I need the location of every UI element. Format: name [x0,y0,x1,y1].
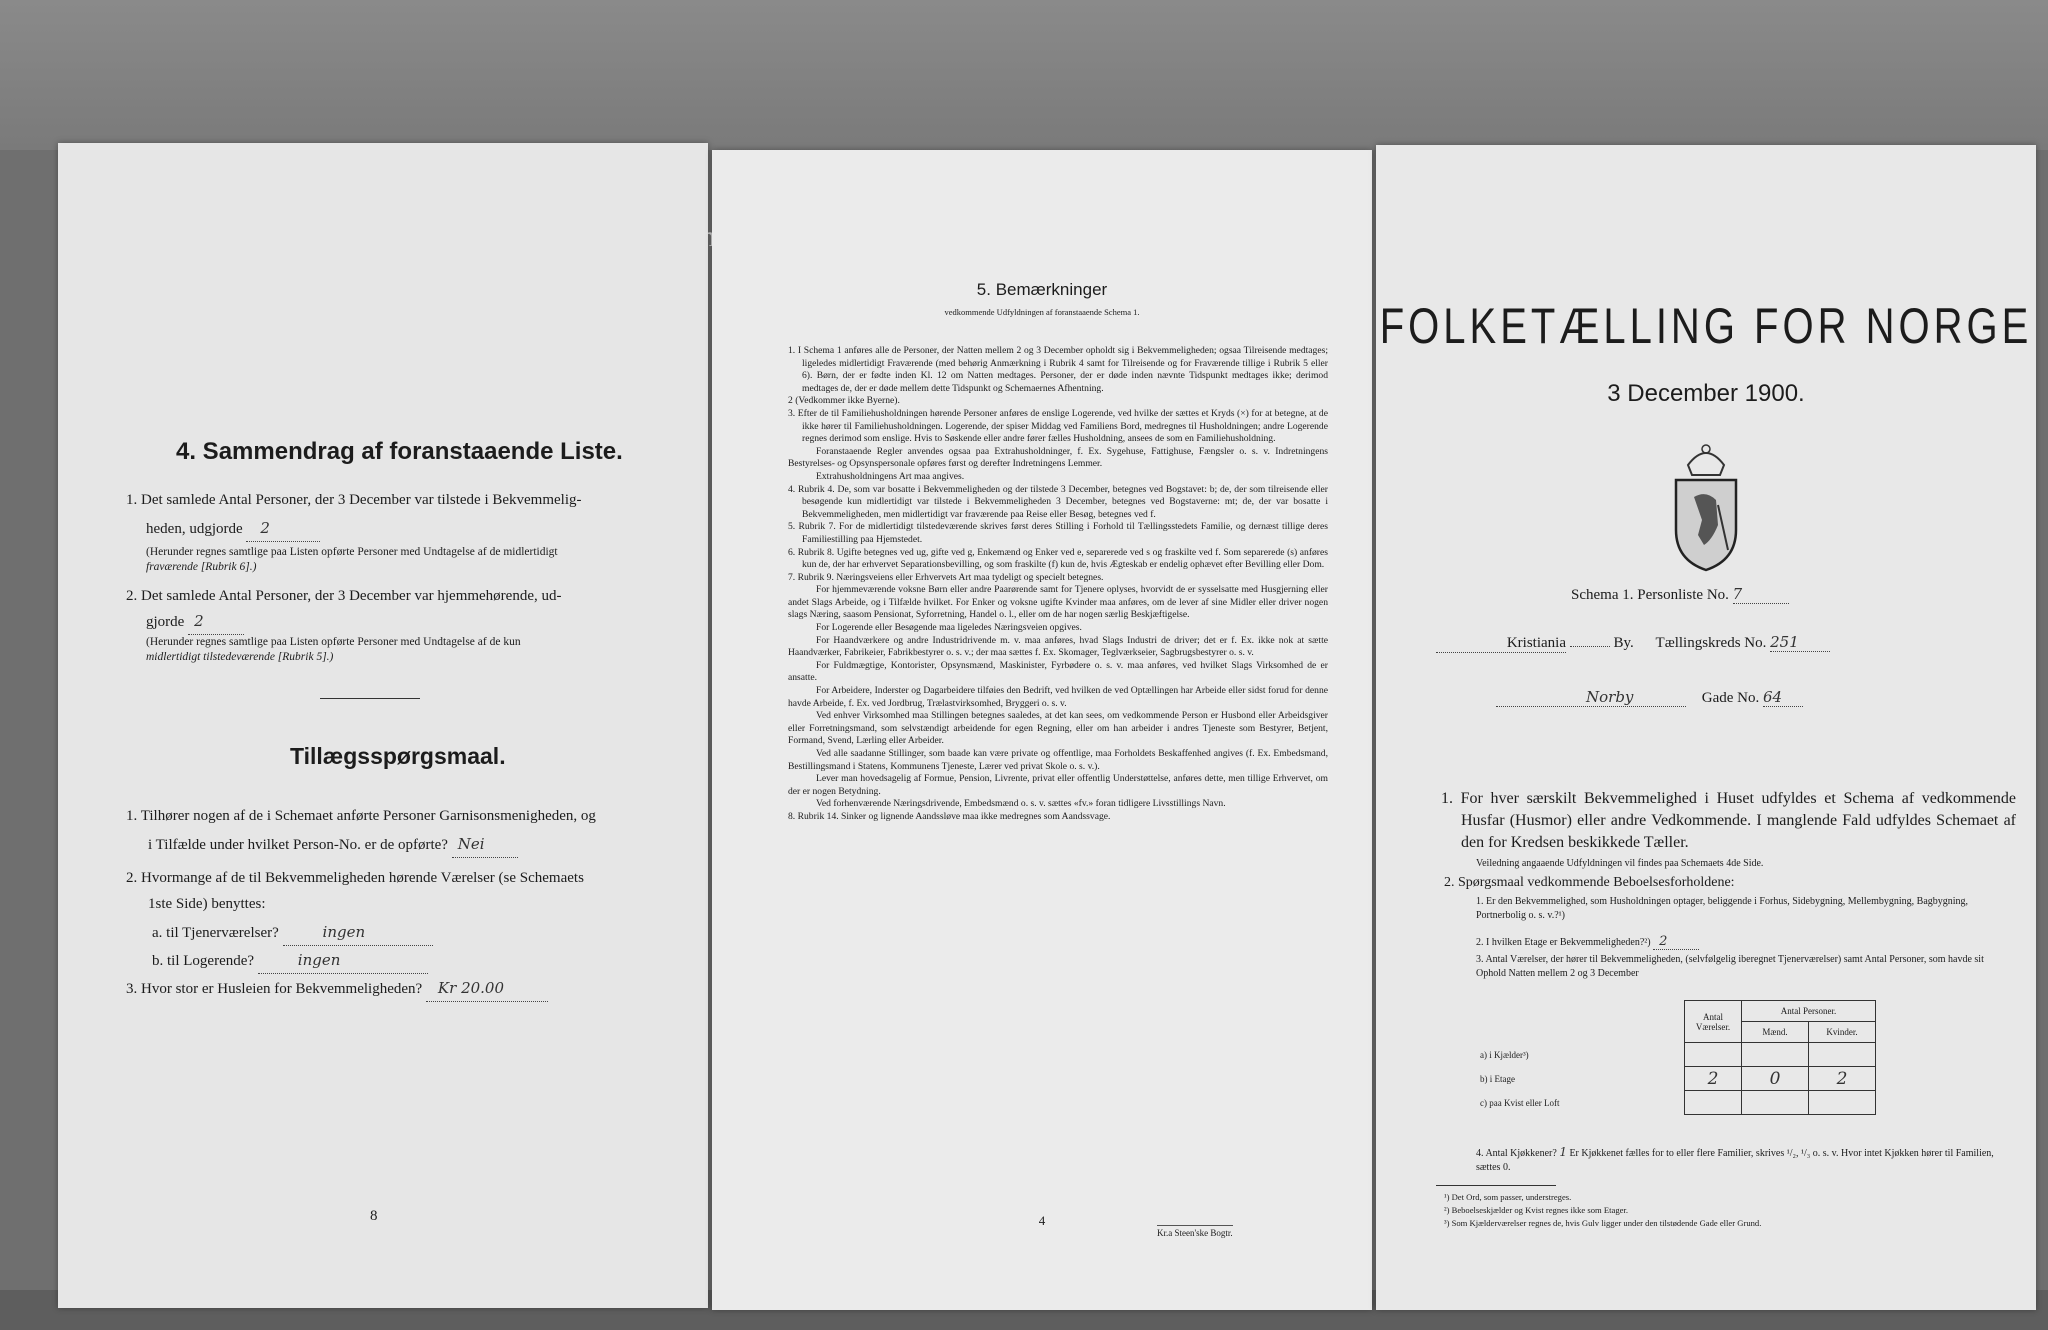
row-label: c) paa Kvist eller Loft [1480,1097,1560,1108]
remark-paragraph: For Arbeidere, Inderster og Dagarbeidere tilføies den Bedrift, ved hvilken de ved Optællingen har Arbeide eller sidst forud for denne havde Arbeide, f. Ex. ved Jordbrug, Trælastvirksomhed, Bryggeri o. s. v. [788,685,1328,709]
remark-paragraph: 1. I Schema 1 anføres alle de Personer, der Natten mellem 2 og 3 December opholdt sig i Bekvemmeligheden; ogsaa Tilreisende medtages; ligeledes midlertidigt Fraværende (med behørig Anmærkning i Rubrik 4 samt for Tilreisende og for Fraværende tillige i Rubrik 5 eller 6). Børn, der er fødte inden Kl. 12 om Natten medtages. Personer, der er døde inden nævnte Tidspunkt medtages ikke; derimod medtages de, der er døde mellem dette Tidspunkt og Schemaernes Afhentning. [788,345,1328,394]
q1-line1: 1. Det samlede Antal Personer, der 3 December var tilstede i Bekvemmelig- [126,492,582,508]
header-men: Mænd. [1742,1022,1809,1043]
item2-q2-label: 2. I hvilken Etage er Bekvemmeligheden?²) [1476,937,1651,948]
krets-label: Tællingskreds No. [1655,635,1767,651]
row-women [1809,1091,1876,1115]
row-rooms [1685,1043,1742,1067]
q2-value: 2 [188,608,244,635]
s2b-label: b. til Logerende? [152,953,255,969]
footnote-3: ³) Som Kjælderværelser regnes de, hvis Gulv ligger under den tilstødende Gade eller Grund. [1444,1218,1762,1228]
footnote-rule [1436,1185,1556,1186]
row-men [1742,1091,1809,1115]
remarks-body [788,345,1328,824]
item2-q4-text: Er Kjøkkenet fælles for to eller flere Familier, skrives ¹/₂, ¹/₃ o. s. v. Hvor intet Kjøkken hører til Familien, sættes 0. [1476,1148,1994,1173]
s1-value: Nei [452,831,518,858]
remark-paragraph: Ved forhenværende Næringsdrivende, Embedsmænd o. s. v. sættes «fv.» foran tidligere Livsstillings Navn. [816,798,1226,810]
right-page [1376,145,2036,1310]
s3-line [126,975,548,1002]
item1-text: 1. For hver særskilt Bekvemmelighed i Huset udfyldes et Schema af vedkommende Husfar (Husmor) eller andre Vedkommende. I manglende Fald udfyldes Schemaet af den for Kredsen beskikkede Tæller. [1441,790,2016,851]
header-persons: Antal Personer. [1742,1001,1876,1022]
subheader-spacer [1476,1022,1685,1043]
item2-q1: 1. Er den Bekvemmelighed, som Husholdningen optager, beliggende i Forhus, Sidebygning, Mellembygning, Bagbygning, Portnerbolig o. s. v.?¹) [1476,896,1969,921]
table-row [1476,1091,1876,1115]
remark-paragraph: Ved enhver Virksomhed maa Stillingen betegnes saaledes, at det kan sees, om vedkommende Person er Husbond eller Arbeidsgiver eller Forretningsmand, som selvstændigt arbeidende for egen Regning, eller om han arbeider i andres Tjeneste som Bestyrer, Betjent, Formand, Svend, Lærling eller Arbeider. [788,710,1328,747]
s1-line2 [148,831,518,858]
item2-q4-label: 4. Antal Kjøkkener? [1476,1148,1557,1159]
gade-label: Gade No. [1701,690,1760,706]
row-label: b) i Etage [1480,1073,1515,1084]
footnote-1: ¹) Det Ord, som passer, understreges. [1444,1192,1572,1202]
main-title: FOLKETÆLLING FOR NORGE [1379,299,2033,355]
remark-paragraph: 5. Rubrik 7. For de midlertidigt tilstedeværende skrives først deres Stilling i Forhold til Tællingsstedets Familie, og dernæst tillige deres Familiestilling paa Hjemstedet. [788,521,1328,545]
q2-note-2: midlertidigt tilstedeværende [Rubrik 5].) [146,651,334,663]
left-page-number: 8 [370,1208,378,1224]
schema-value: 7 [1733,585,1789,604]
row-label: a) i Kjælder³) [1480,1049,1529,1060]
city-value: Kristiania [1436,635,1566,653]
remarks-title: 5. Bemærkninger [976,280,1108,299]
middle-page-number: 4 [1038,1213,1046,1228]
row-women: 2 [1809,1067,1876,1091]
table-row [1476,1043,1876,1067]
item2-q4-value: 1 [1559,1145,1567,1159]
street-line [1496,688,1803,707]
item2-q2-value: 2 [1653,935,1699,950]
q2-label: gjorde [146,614,185,630]
schema-label: Schema 1. Personliste No. [1571,587,1729,603]
divider [320,698,420,699]
remark-paragraph: For hjemmeværende voksne Børn eller andre Paarørende samt for Tjenere oplyses, hvorvidt de er sysselsatte med Husgjerning eller andet Slags Arbeide, og i Tilfælde hvilket. For Enker og voksne ugifte Kvinder maa anføres, om de lever af sine Midler eller driver nogen slags Næring, saasom Pensionat, Syforretning, Handel o. l., eller om de har nogen særlig Beskjæftigelse. [788,584,1328,621]
table-header-row [1476,1001,1876,1022]
by-label: By. [1613,635,1634,651]
remark-paragraph: 3. Efter de til Familiehusholdningen hørende Personer anføres de enslige Logerende, ved hvilke der sættes et Kryds (×) for at betegne, at de ikke hører til Familiehusholdningen. Logerende, der spiser Middag ved Familiens Bord, medregnes til Husholdningen; andre Logerende regnes derimod som enslige. Hvis to Søskende eller andre fører fælles Husholdning, ansees de som en Familiehusholdning. [788,407,1328,445]
q1-note-2: fraværende [Rubrik 6].) [146,561,257,573]
remark-paragraph: For Fuldmægtige, Kontorister, Opsynsmænd, Maskinister, Fyrbødere o. s. v. maa anføres, ved hvilket Slags Virksomhed de er ansatte. [788,659,1328,684]
schema-line [1571,585,1789,604]
occupancy-table-wrap [1476,1000,1876,1115]
left-page [58,143,708,1308]
city-fill [1570,646,1610,647]
row-women [1809,1043,1876,1067]
background-top [0,0,2048,150]
s2-line2: 1ste Side) benyttes: [148,896,266,912]
row-rooms: 2 [1685,1067,1742,1091]
middle-page [712,150,1372,1310]
row-men [1742,1043,1809,1067]
remark-paragraph: 4. Rubrik 4. De, som var bosatte i Bekvemmeligheden og der tilstede 3 December, betegnes ved Bogstavet: b; de, der som tilreisende eller besøgende kun midlertidigt var tilstede i Bekvemmeligheden 3 December, betegnes ved Bogstaverne: mt; de, der var bosatte i Bekvemmeligheden, men midlertidigt var fraværende paa Reise eller Besøg, betegnes ved f. [788,483,1328,520]
q2-note-1: (Herunder regnes samtlige paa Listen opførte Personer med Undtagelse af de kun [146,636,521,648]
item1-note: Veiledning angaaende Udfyldningen vil findes paa Schemaets 4de Side. [1476,858,1764,869]
remark-paragraph: Lever man hovedsagelig af Formue, Pension, Livrente, privat eller offentlig Understøttelse, anføres dette, men tillige Erhvervet, om der er nogen Betydning. [788,773,1328,797]
q1-line2 [146,515,320,542]
krets-value: 251 [1770,633,1830,652]
item2-q2 [1476,935,1699,950]
remark-paragraph: 2 (Vedkommer ikke Byerne). [788,395,900,407]
s2-line1: 2. Hvormange af de til Bekvemmeligheden hørende Værelser (se Schemaets [126,870,584,886]
remark-paragraph: Foranstaaende Regler anvendes ogsaa paa Extrahusholdninger, f. Ex. Sygehuse, Fattighuse, Fængsler o. s. v. Indretningens Bestyrelses- og Opsynspersonale opføres først og derefter Indretningens Lemmer. [788,445,1328,470]
s2b-line [152,947,428,974]
item2-title: 2. Spørgsmaal vedkommende Beboelsesforholdene: [1444,875,1735,890]
header-women: Kvinder. [1809,1022,1876,1043]
remark-paragraph: 7. Rubrik 9. Næringsveiens eller Erhvervets Art maa tydeligt og specielt betegnes. [788,571,1104,583]
remark-paragraph: 8. Rubrik 14. Sinker og lignende Aandssløve maa ikke medregnes som Aandssvage. [788,810,1111,822]
city-line [1436,633,1996,653]
remark-paragraph: Ved alle saadanne Stillinger, som baade kan være private og offentlige, maa Forholdets Beskaffenhed angives (f. Ex. Embedsmand, Bestillingsmand i Statens, Kommunens Tjeneste, Lærer ved privat Skole o. s. v.). [788,748,1328,772]
s2a-label: a. til Tjenerværelser? [152,925,279,941]
remark-paragraph: For Haandværkere og andre Industridrivende m. v. maa anføres, hvad Slags Industri de driver; det er f. Ex. ikke nok at sætte Haandværker, Fabrikeier, Fabrikbestyrer o. s. v.; der maa sættes f. Ex. Skomager, Teglværkseier, Sagbrugsbestyrer o. s. v. [788,634,1328,659]
street-value: Norby [1496,688,1686,707]
q2-line2 [146,608,244,635]
q1-label: heden, udgjorde [146,521,243,537]
table-row [1476,1067,1876,1091]
item2-q4 [1476,1145,1996,1175]
supp-title: Tillægsspørgsmaal. [290,743,506,769]
row-rooms [1685,1091,1742,1115]
s3-label: 3. Hvor stor er Husleien for Bekvemmeligheden? [126,981,423,997]
gade-value: 64 [1763,688,1803,707]
q1-note-1: (Herunder regnes samtlige paa Listen opførte Personer med Undtagelse af de midlertidigt [146,546,558,558]
remark-paragraph: For Logerende eller Besøgende maa ligeledes Næringsveien opgives. [816,622,1082,634]
remark-paragraph: 6. Rubrik 8. Ugifte betegnes ved ug, gifte ved g, Enkemænd og Enker ved e, separerede ved s og fraskilte ved f. Som separerede (s) anføres kun de, der har erhvervet Separationsbevilling, og som fraskilte (f) kun de, hvis Ægteskab er endelig ophævet efter Bevilling eller Dom. [788,546,1328,571]
s1-label: i Tilfælde under hvilket Person-No. er de opførte? [148,837,448,853]
q2-line1: 2. Det samlede Antal Personer, der 3 December var hjemmehørende, ud- [126,588,562,604]
table-subheader-row [1476,1022,1876,1043]
printer-mark: Kr.a Steen'ske Bogtr. [1157,1225,1233,1238]
coat-of-arms-icon [1658,435,1754,575]
footnote-2: ²) Beboelseskjælder og Kvist regnes ikke som Etager. [1444,1205,1628,1215]
q1-value: 2 [246,515,320,542]
row-men: 0 [1742,1067,1809,1091]
remarks-subtitle: vedkommende Udfyldningen af foranstaaende Schema 1. [944,307,1140,317]
remark-paragraph: Extrahusholdningens Art maa angives. [816,470,965,482]
s2a-value: ingen [283,919,433,946]
header-spacer [1476,1001,1685,1022]
s1-line1: 1. Tilhører nogen af de i Schemaet anførte Personer Garnisonsmenigheden, og [126,808,596,824]
section4-title: 4. Sammendrag af foranstaaende Liste. [176,438,623,465]
header-rooms: Antal Værelser. [1685,1001,1742,1043]
item2-q3: 3. Antal Værelser, der hører til Bekvemmeligheden, (selvfølgelig iberegnet Tjenerværelser) samt Antal Personer, som havde sit Ophold Natten mellem 2 og 3 December [1476,954,1984,979]
s2a-line [152,919,433,946]
occupancy-table [1476,1000,1876,1115]
s3-value: Kr 20.00 [426,975,548,1002]
s2b-value: ingen [258,947,428,974]
census-date: 3 December 1900. [1607,380,1805,407]
